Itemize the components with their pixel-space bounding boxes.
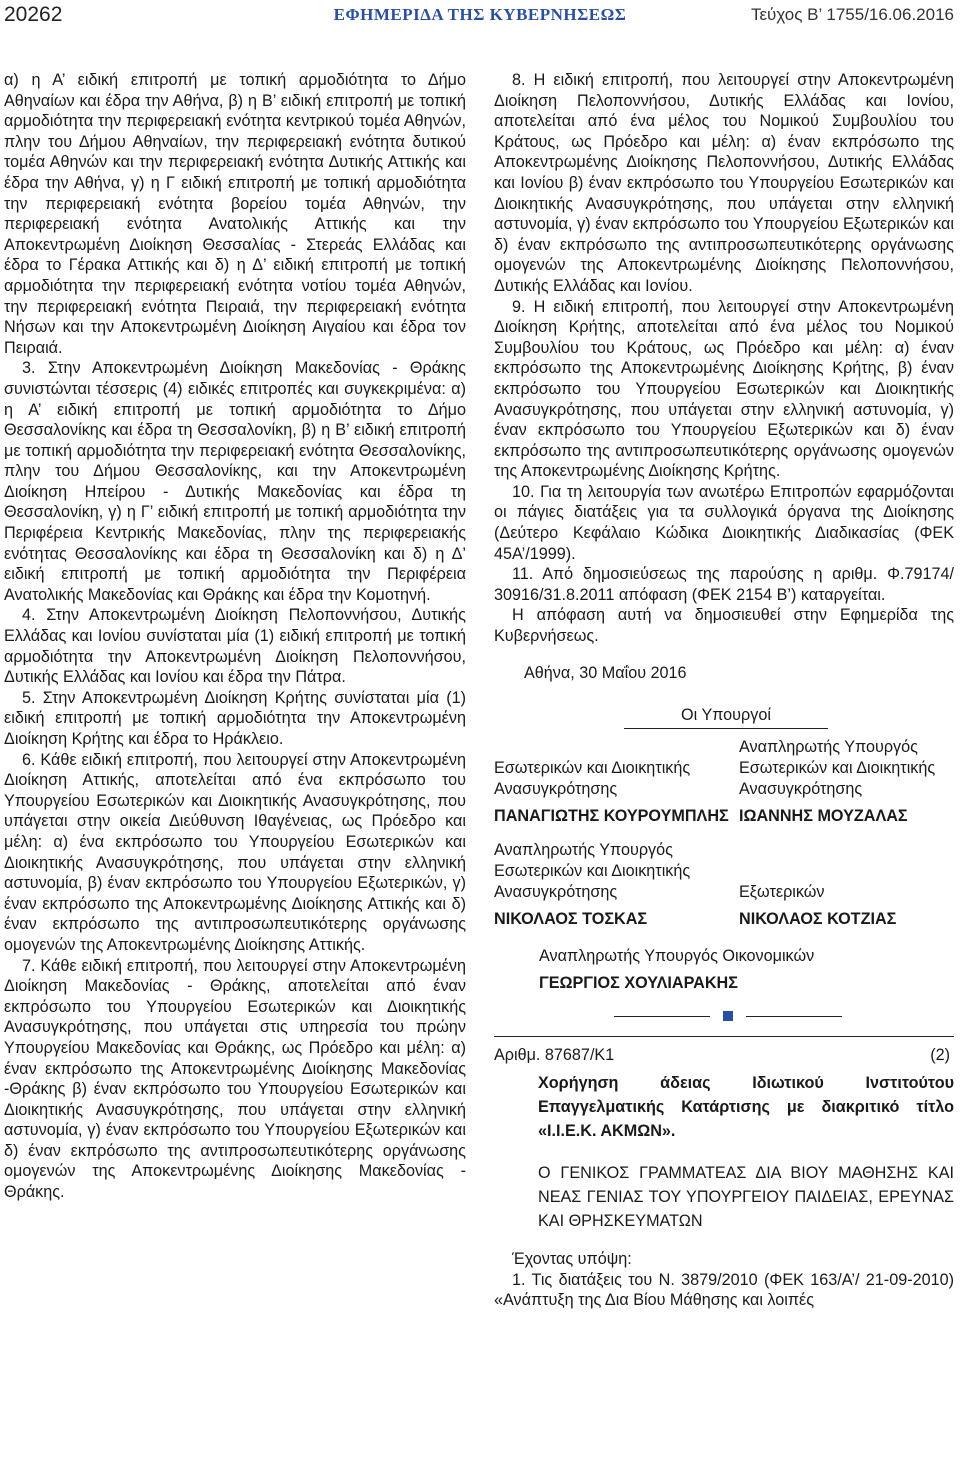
journal-title: ΕΦΗΜΕΡΙΔΑ ΤΗΣ ΚΥΒΕΡΝΗΣΕΩΣ	[333, 5, 627, 24]
signature-name: ΝΙΚΟΛΑΟΣ ΚΟΤΖΙΑΣ	[739, 910, 897, 929]
paragraph-3: 3. Στην Αποκεντρωμένη Διοίκηση Μακεδονίας - Θράκης συνιστώνται τέσσερις (4) ειδικές επιτροπές και συγκεκριμένα: α) η Α’ ειδική επιτροπή με τοπική αρμοδιότητα το Δήμο Θεσσαλονίκης και έδρα τη Θεσσαλονίκη, β) η Β’ ειδική επιτροπή με τοπική αρμοδιότητα την περιφερειακή ενότητα Θεσσαλονίκης, πλην του Δήμου Θεσσαλονίκης, και την Αποκεντρωμένη Διοίκηση Ηπείρου - Δυτικής Μακεδονίας και έδρα τη Θεσσαλονίκη, γ) η Γ’ ειδική επιτροπή με τοπική αρμοδιότητα την Περιφέρεια Κεντρικής Μακεδονίας, πλην της περιφερειακής ενότητας Θεσσαλονίκης και έδρα τη Θεσσαλονίκη και δ) η Δ’ ειδική επιτροπή με τοπική αρμοδιότητα την Περιφέρεια Ανατολικής Μακεδονίας και Θράκης και έδρα την Κομοτηνή.	[4, 359, 466, 604]
paragraph-committees-attica: α) η Α’ ειδική επιτροπή με τοπική αρμοδιότητα το Δήμο Αθηναίων και έδρα την Αθήνα, β) η Β’ ειδική επιτροπή με τοπική αρμοδιότητα την περιφερειακή ενότητα κεντρικού τομέα Αθηνών, πλην του Δήμου Αθηναίων, την περιφερειακή ενότητα δυτικού τομέα Αθηνών και την περιφερειακή ενότητα Δυτικής Αττικής και έδρα την Αθήνα, γ) η Γ ειδική επιτροπή με τοπική αρμοδιότητα την περιφερειακή ενότητα βορείου τομέα Αθηνών, την περιφερειακή ενότητα Ανατολικής Αττικής και την Αποκεντρωμένη Διοίκηση Θεσσαλίας - Στερεάς Ελλάδας και έδρα το Γέρακα Αττικής και δ) η Δ’ ειδική επιτροπή με τοπική αρμοδιότητα την περιφερειακή ενότητα νοτίου τομέα Αθηνών, την περιφερειακή ενότητα Πειραιά, την περιφερειακή ενότητα Νήσων και την Αποκεντρωμένη Διοίκηση Αιγαίου και έδρα τον Πειραιά.	[4, 71, 466, 357]
signature-block	[494, 737, 739, 827]
right-column	[494, 70, 954, 1311]
paragraph-8: 8. Η ειδική επιτροπή, που λειτουργεί στην Αποκεντρωμένη Διοίκηση Πελοποννήσου, Δυτικής Ελλάδας και Ιονίου, αποτελείται από ένα μέλος του Νομικού Συμβουλίου του Κράτους, ως Πρόεδρο και μέλη: α) έναν εκπρόσωπο της Αποκεντρωμένης Διοίκησης Πελοποννήσου, Δυτικής Ελλάδας και Ιονίου β) έναν εκπρόσωπο του Υπουργείου Εσωτερικών και Διοικητικής Ανασυγκρότησης, που υπάγεται στην ελληνική αστυνομία, γ) έναν εκπρόσωπο του Υπουργείου Εξωτερικών και δ) έναν εκπρόσωπο της αντιπροσωπευτικότερης οργάνωσης ομογενών της Αποκεντρωμένης Διοίκησης Πελοποννήσου, Δυτικής Ελλάδας και Ιονίου.	[494, 71, 954, 295]
signature-name: ΠΑΝΑΓΙΩΤΗΣ ΚΟΥΡΟΥΜΠΛΗΣ	[494, 806, 729, 825]
paragraph-4: 4. Στην Αποκεντρωμένη Διοίκηση Πελοποννήσου, Δυτικής Ελλάδας και Ιονίου συνίσταται μία (1) ειδική επιτροπή με τοπική αρμοδιότητα την Αποκεντρωμένη Διοίκηση Πελοποννήσου, Δυτικής Ελλάδας και Ιονίου και έδρα την Πάτρα.	[4, 606, 466, 687]
paragraph-5: 5. Στην Αποκεντρωμένη Διοίκηση Κρήτης συνίσταται μία (1) ειδική επιτροπή με τοπική αρμοδιότητα την Αποκεντρωμένη Διοίκηση Κρήτης και έδρα το Ηράκλειο.	[4, 688, 466, 748]
signature-block	[739, 737, 954, 827]
decision-number: Αριθμ. 87687/Κ1	[494, 1045, 615, 1064]
left-column	[4, 70, 466, 1203]
issue-info: Τεύχος Β’ 1755/16.06.2016	[750, 5, 954, 24]
ministers-heading	[494, 705, 954, 729]
paragraph-6: 6. Κάθε ειδική επιτροπή, που λειτουργεί στην Αποκεντρωμένη Διοίκηση Αττικής, αποτελείται από ένα εκπρόσωπο του Υπουργείου Εσωτερικών και Διοικητικής Ανασυγκρότησης, που υπάγεται στην οικεία Διεύθυνση Ιθαγένειας, ως Πρόεδρο και μέλη: α) ένα εκπρόσωπο του Υπουργείου Εσωτερικών και Διοικητικής Ανασυγκρότησης, που υπάγεται στην ελληνική αστυνομία, β) έναν εκπρόσωπο του Υπουργείου Εξωτερικών, γ) έναν εκπρόσωπο της Αποκεντρωμένης Διοίκησης Αττικής και δ) έναν εκπρόσωπο της αντιπροσωπευτικότερης οργάνωσης ομογενών της Αποκεντρωμένης Διοίκησης Αττικής.	[4, 750, 466, 954]
section-separator	[614, 1008, 842, 1024]
issuing-authority: Ο ΓΕΝΙΚΟΣ ΓΡΑΜΜΑΤΕΑΣ ΔΙΑ ΒΙΟΥ ΜΑΘΗΣΗΣ ΚΑΙ ΝΕΑΣ ΓΕΝΙΑΣ ΤΟΥ ΥΠΟΥΡΓΕΙΟΥ ΠΑΙΔΕΙΑΣ, ΕΡΕΥΝΑΣ ΚΑΙ ΘΡΗΣΚΕΥΜΑΤΩΝ	[538, 1164, 954, 1231]
signatures-grid	[494, 737, 954, 930]
signature-role: Εξωτερικών	[739, 883, 825, 902]
dateline: Αθήνα, 30 Μαΐου 2016	[524, 663, 687, 682]
paragraph-11: 11. Από δημοσιεύσεως της παρούσης η αριθμ. Φ.79174/ 30916/31.8.2011 απόφαση (ΦΕΚ 2154 Β’) καταργείται.	[494, 565, 954, 604]
signature-block	[494, 840, 739, 930]
signature-block	[739, 840, 954, 930]
paragraph-9: 9. Η ειδική επιτροπή, που λειτουργεί στην Αποκεντρωμένη Διοίκηση Κρήτης, αποτελείται από ένα μέλος του Νομικού Συμβουλίου του Κράτους, ως Πρόεδρο και μέλη: α) έναν εκπρόσωπο της Αποκεντρωμένης Διοίκησης Κρήτης, β) έναν εκπρόσωπο του Υπουργείου Εσωτερικών και Διοικητικής Ανασυγκρότησης, που υπάγεται στην ελληνική αστυνομία, γ) έναν εκπρόσωπο του Υπουργείου Εξωτερικών και δ) έναν εκπρόσωπο της αντιπροσωπευτικότερης οργάνωσης ομογενών της Αποκεντρωμένης Διοίκησης Κρήτης.	[494, 297, 954, 481]
page-header	[0, 0, 960, 34]
paragraph-7: 7. Κάθε ειδική επιτροπή, που λειτουργεί στην Αποκεντρωμένη Διοίκηση Μακεδονίας - Θράκης, αποτελείται από έναν εκπρόσωπο του Υπουργείου Εσωτερικών και Διοικητικής Ανασυγκρότησης, που υπάγεται στις υπηρεσία του πρώην Υπουργείου Μακεδονίας και Θράκης, ως Πρόεδρο και μέλη: α) έναν εκπρόσωπο της Αποκεντρωμένης Διοίκησης Μακεδονίας -Θράκης β) έναν εκπρόσωπο του Υπουργείου Εσωτερικών και Διοικητικής Ανασυγκρότησης, που υπάγεται στην ελληνική αστυνομία, γ) έναν εκπρόσωπο του Υπουργείου Εξωτερικών και δ) έναν εκπρόσωπο της αντιπροσωπευτικότερης οργάνωσης ομογενών της Αποκεντρωμένης Διοίκησης Μακεδονίας - Θράκης.	[4, 956, 466, 1202]
signature-block	[494, 946, 954, 994]
paragraph-10: 10. Για τη λειτουργία των ανωτέρω Επιτροπών εφαρμόζονται οι πάγιες διατάξεις για τα συλλογικά όργανα της Διοίκησης (Δεύτερο Κεφάλαιο Κώδικα Διοικητικής Διαδικασίας (ΦΕΚ 45Α’/1999).	[494, 482, 954, 563]
decision-title: Χορήγηση άδειας Ιδιωτικού Ινστιτούτου Επαγγελματικής Κατάρτισης με διακριτικό τίτλο «Ι.Ι.Ε.Κ. ΑΚΜΩΝ».	[538, 1074, 954, 1141]
signature-role: Αναπληρωτής Υπουργός Οικονομικών	[539, 947, 815, 965]
separator-square-icon	[723, 1011, 733, 1021]
separator-line	[746, 1016, 842, 1018]
decision-header	[494, 1036, 954, 1066]
signature-name: ΙΩΑΝΝΗΣ ΜΟΥΖΑΛΑΣ	[739, 806, 908, 825]
signature-name: ΓΕΩΡΓΙΟΣ ΧΟΥΛΙΑΡΑΚΗΣ	[539, 974, 738, 992]
signature-role: Αναπληρωτής Υπουργός Εσωτερικών και Διοικητικής Ανασυγκρότησης	[494, 841, 691, 902]
page-number: 20262	[4, 3, 63, 26]
signature-role: Εσωτερικών και Διοικητικής Ανασυγκρότησης	[494, 758, 691, 798]
considering-heading: Έχοντας υπόψη:	[512, 1250, 632, 1269]
signature-role: Αναπληρωτής Υπουργός Εσωτερικών και Διοικητικής Ανασυγκρότησης	[739, 737, 936, 798]
separator-line	[614, 1016, 710, 1018]
ministers-title: Οι Υπουργοί	[624, 705, 828, 729]
considering-item-1: 1. Τις διατάξεις του Ν. 3879/2010 (ΦΕΚ 163/Α’/ 21-09-2010) «Ανάπτυξη της Δια Βίου Μάθησης και λοιπές	[494, 1270, 954, 1310]
paragraph-publication: Η απόφαση αυτή να δημοσιευθεί στην Εφημερίδα της Κυβερνήσεως.	[494, 606, 954, 646]
signature-name: ΝΙΚΟΛΑΟΣ ΤΟΣΚΑΣ	[494, 910, 648, 929]
decision-code: (2)	[930, 1045, 950, 1064]
